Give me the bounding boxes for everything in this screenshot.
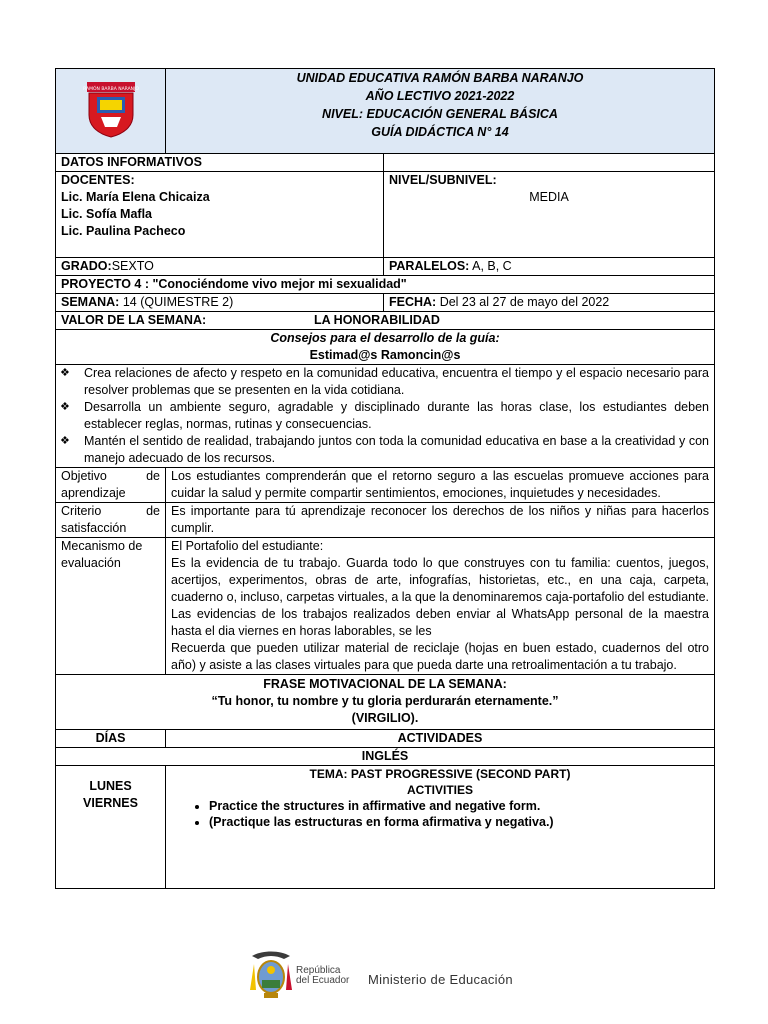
datos-label: DATOS INFORMATIVOS bbox=[56, 154, 384, 172]
frase-title: FRASE MOTIVACIONAL DE LA SEMANA: bbox=[263, 677, 507, 691]
proyecto-label: PROYECTO 4 : bbox=[61, 277, 149, 291]
school-logo-cell bbox=[56, 69, 166, 154]
frase-quote: “Tu honor, tu nombre y tu gloria perdurarán eternamente.” bbox=[211, 694, 559, 708]
nivel-cell bbox=[384, 172, 715, 258]
header-row bbox=[56, 69, 715, 154]
list-item: ❖ Mantén el sentido de realidad, trabajando juntos con toda la comunidad educativa en base a la creatividad y con manejo adecuado de los recursos. bbox=[60, 434, 709, 465]
grado-row bbox=[56, 258, 715, 276]
proyecto-value: "Conociéndome vivo mejor mi sexualidad" bbox=[148, 277, 407, 291]
semana-label: SEMANA: bbox=[61, 295, 120, 309]
subject-row bbox=[56, 748, 715, 766]
consejos-list-row bbox=[56, 365, 715, 468]
teacher-name: Lic. Paulina Pacheco bbox=[61, 224, 186, 238]
valor-value: LA HONORABILIDAD bbox=[314, 313, 440, 327]
docentes-label: DOCENTES: bbox=[61, 173, 135, 187]
guide-table bbox=[55, 68, 715, 889]
criterio-text: Es importante para tú aprendizaje reconocer los derechos de los niños y niñas para hacerlos cumplir. bbox=[166, 503, 715, 538]
nivel-value: MEDIA bbox=[529, 190, 569, 204]
criterio-label: Criterio de satisfacción bbox=[56, 503, 166, 538]
consejos-list bbox=[60, 365, 709, 467]
semana-value: 14 (QUIMESTRE 2) bbox=[119, 295, 234, 309]
paralelos-label: PARALELOS: bbox=[389, 259, 470, 273]
mecanismo-text: Es la evidencia de tu trabajo. Guarda todo lo que construyes con tu familia: cuentos, juegos, acertijos, experimentos, obras de arte, infografías, historietas, etc., en una caja, carpeta, cuaderno o, incluso, carpetas virtuales, a la que la denominaremos caja-portafolio del estudiante. Las evidencias de los trabajos realizados deben enviar al WhatsApp personal de la maestra hasta el dia viernes en horas laborables, se les bbox=[171, 556, 709, 638]
education-level: NIVEL: EDUCACIÓN GENERAL BÁSICA bbox=[322, 107, 558, 121]
semana-cell bbox=[56, 294, 384, 312]
fecha-value: Del 23 al 27 de mayo del 2022 bbox=[436, 295, 610, 309]
header-titles bbox=[166, 69, 715, 154]
school-logo-icon bbox=[83, 79, 139, 139]
schedule-header-row bbox=[56, 730, 715, 748]
docentes-cell bbox=[56, 172, 384, 258]
criterio-row bbox=[56, 503, 715, 538]
consejos-list-cell bbox=[56, 365, 715, 468]
day-label: VIERNES bbox=[83, 796, 138, 810]
proyecto-cell bbox=[56, 276, 715, 294]
consejos-title-row bbox=[56, 330, 715, 365]
paralelos-cell bbox=[384, 258, 715, 276]
datos-row bbox=[56, 154, 715, 172]
diamond-bullet-icon: ❖ bbox=[60, 401, 70, 413]
consejos-title: Consejos para el desarrollo de la guía: bbox=[270, 331, 500, 345]
objetivo-row bbox=[56, 468, 715, 503]
consejos-title-cell bbox=[56, 330, 715, 365]
fecha-cell bbox=[384, 294, 715, 312]
grado-value: SEXTO bbox=[111, 259, 154, 273]
frase-row bbox=[56, 675, 715, 730]
semana-row bbox=[56, 294, 715, 312]
school-name: UNIDAD EDUCATIVA RAMÓN BARBA NARANJO bbox=[296, 71, 584, 85]
activity-row bbox=[56, 766, 715, 889]
activities-cell bbox=[166, 766, 715, 889]
objetivo-text: Los estudiantes comprenderán que el retorno seguro a las escuelas promueve acciones para cuidar la salud y permite compartir sentimientos, emociones, inquietudes y necesidades. bbox=[166, 468, 715, 503]
actividades-header: ACTIVIDADES bbox=[166, 730, 715, 748]
valor-cell bbox=[56, 312, 715, 330]
list-item: ❖ Crea relaciones de afecto y respeto en la comunidad educativa, encuentra el tiempo y el espacio necesario para resolver problemas que se presenten en la vida cotidiana. bbox=[60, 366, 709, 397]
consejos-greeting: Estimad@s Ramoncin@s bbox=[309, 348, 461, 362]
nivel-label: NIVEL/SUBNIVEL: bbox=[389, 173, 497, 187]
frase-cell bbox=[56, 675, 715, 730]
mecanismo-label: Mecanismo de evaluación bbox=[56, 538, 166, 675]
objetivo-label: Objetivo de aprendizaje bbox=[56, 468, 166, 503]
docentes-row bbox=[56, 172, 715, 258]
list-item: • (Practique las estructuras en forma afirmativa y negativa.) bbox=[209, 814, 709, 830]
days-cell bbox=[56, 766, 166, 889]
valor-row bbox=[56, 312, 715, 330]
fecha-label: FECHA: bbox=[389, 295, 437, 309]
paralelos-value: A, B, C bbox=[469, 259, 512, 273]
valor-label: VALOR DE LA SEMANA: bbox=[61, 313, 207, 327]
guide-number: GUÍA DIDÁCTICA N° 14 bbox=[371, 125, 509, 139]
ministry-footer bbox=[248, 948, 548, 1004]
dias-header: DÍAS bbox=[56, 730, 166, 748]
ecuador-coat-of-arms-icon bbox=[248, 950, 294, 1002]
teacher-name: Lic. María Elena Chicaiza bbox=[61, 190, 210, 204]
school-year: AÑO LECTIVO 2021-2022 bbox=[365, 89, 515, 103]
activities-label: ACTIVITIES bbox=[406, 783, 473, 797]
mecanismo-heading: El Portafolio del estudiante: bbox=[171, 539, 324, 553]
republica-text: República del Ecuador bbox=[296, 965, 350, 986]
grado-label: GRADO: bbox=[61, 259, 112, 273]
subject-cell: INGLÉS bbox=[56, 748, 715, 766]
diamond-bullet-icon: ❖ bbox=[60, 367, 70, 379]
list-item: • Practice the structures in affirmative and negative form. bbox=[209, 798, 709, 814]
mecanismo-text-2: Recuerda que pueden utilizar material de reciclaje (hojas en buen estado, cuadernos del otro año) y asiste a las clases virtuales para que pueda darte una retroalimentación a tu trabajo. bbox=[171, 641, 709, 672]
guide-document bbox=[55, 68, 714, 889]
svg-text:RAMÓN BARBA NARANJO: RAMÓN BARBA NARANJO bbox=[82, 86, 139, 92]
frase-author: (VIRGILIO). bbox=[351, 711, 419, 725]
mecanismo-cell bbox=[166, 538, 715, 675]
grado-cell bbox=[56, 258, 384, 276]
mecanismo-row bbox=[56, 538, 715, 675]
teacher-name: Lic. Sofía Mafla bbox=[61, 207, 152, 221]
diamond-bullet-icon: ❖ bbox=[60, 435, 70, 447]
day-label: LUNES bbox=[89, 779, 132, 793]
proyecto-row bbox=[56, 276, 715, 294]
ministerio-text: Ministerio de Educación bbox=[368, 972, 513, 987]
list-item: ❖ Desarrolla un ambiente seguro, agradable y disciplinado durante las horas clase, los estudiantes deben establecer reglas, normas, rutinas y consecuencias. bbox=[60, 400, 709, 431]
tema-title: TEMA: PAST PROGRESSIVE (SECOND PART) bbox=[309, 767, 571, 781]
activities-list bbox=[171, 798, 709, 830]
